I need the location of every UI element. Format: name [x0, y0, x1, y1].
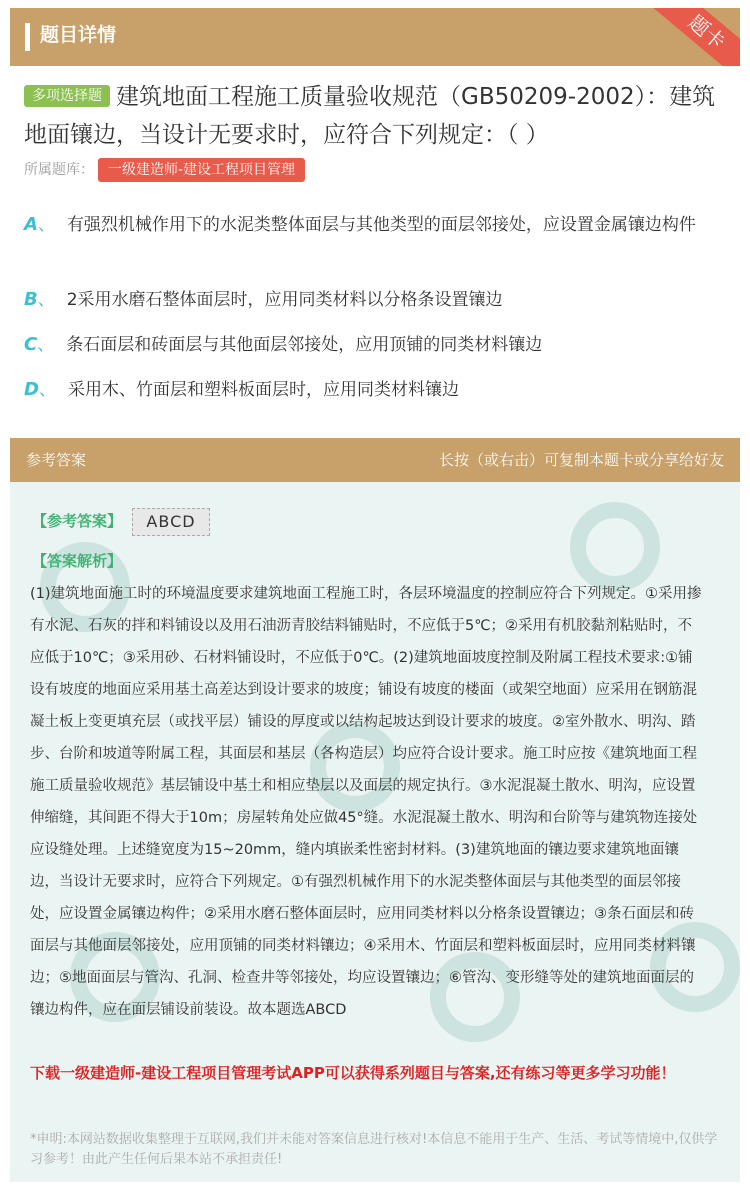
answer-body — [10, 482, 740, 1182]
question-type-tag: 多项选择题 — [24, 85, 110, 107]
option-b[interactable]: B、 2采用水磨石整体面层时，应用同类材料以分格条设置镶边 — [24, 289, 503, 310]
answer-header-title: 参考答案 — [26, 451, 87, 469]
header-accent-bar — [25, 23, 30, 51]
option-letter: A — [24, 214, 38, 235]
source-tag[interactable]: 一级建造师-建设工程项目管理 — [98, 158, 305, 182]
option-text: 条石面层和砖面层与其他面层邻接处，应用顶铺的同类材料镶边 — [66, 335, 543, 355]
card-ribbon: 题卡 — [647, 8, 740, 66]
option-letter: B — [24, 289, 38, 310]
analysis-text: (1)建筑地面施工时的环境温度要求建筑地面工程施工时，各层环境温度的控制应符合下列规定。①采用掺有水泥、石灰的拌和料铺设以及用石油沥青胶结料铺贴时，不应低于5℃；②采用有机胶黏剂粘贴时，不应低于10℃；③采用砂、石材料铺设时，不应低于0℃。(2)建筑地面坡度控制及附属工程技术要求:①铺设有坡度的地面应采用基土高差达到设计要求的坡度；铺设有坡度的楼面（或架空地面）应采用在钢筋混凝土板上变更填充层（或找平层）铺设的厚度或以结构起坡达到设计要求的坡度。②室外散水、明沟、踏步、台阶和坡道等附属工程，其面层和基层（各构造层）均应符合设计要求。施工时应按《建筑地面工程施工质量验收规范》基层铺设中基土和相应垫层以及面层的规定执行。③水泥混凝土散水、明沟，应设置伸缩缝，其间距不得大于10m；房屋转角处应做45°缝。水泥混凝土散水、明沟和台阶等与建筑物连接处应设缝处理。上述缝宽度为15~20mm，缝内填嵌柔性密封材料。(3)建筑地面的镶边要求建筑地面镶边，当设计无要求时，应符合下列规定。①有强烈机械作用下的水泥类整体面层与其他类型的面层邻接处，应设置金属镶边构件；②采用水磨石整体面层时，应用同类材料以分格条设置镶边；③条石面层和砖面层与其他面层邻接处，应用顶铺的同类材料镶边；④采用木、竹面层和塑料板面层时，应用同类材料镶边；⑤地面面层与管沟、孔洞、检查井等邻接处，均应设置镶边；⑥管沟、变形缝等处的建筑地面面层的镶边构件，应在面层铺设前装设。故本题选ABCD — [30, 586, 702, 1018]
detail-header — [10, 8, 740, 66]
header-title: 题目详情 — [40, 24, 117, 46]
question-source — [24, 157, 305, 183]
copy-share-hint: 长按（或右击）可复制本题卡或分享给好友 — [438, 451, 724, 469]
option-d[interactable]: D、 采用木、竹面层和塑料板面层时，应用同类材料镶边 — [24, 379, 459, 400]
app-download-promo[interactable]: 下载一级建造师-建设工程项目管理考试APP可以获得系列题目与答案,还有练习等更多学习功能！ — [30, 1064, 676, 1082]
question-text: 建筑地面工程施工质量验收规范（GB50209-2002）：建筑地面镶边，当设计无要求时，应符合下列规定：（ ） — [24, 84, 716, 148]
option-letter: C — [24, 334, 38, 355]
answer-label: 【参考答案】 — [32, 512, 123, 530]
option-text: 采用木、竹面层和塑料板面层时，应用同类材料镶边 — [67, 380, 459, 400]
option-c[interactable]: C、 条石面层和砖面层与其他面层邻接处，应用顶铺的同类材料镶边 — [24, 334, 543, 355]
answer-header — [10, 438, 740, 482]
disclaimer: *申明:本网站数据收集整理于互联网,我们并未能对答案信息进行核对!本信息不能用于生产、生活、考试等情境中,仅供学习参考！由此产生任何后果本站不承担责任! — [30, 1132, 718, 1167]
analysis-label: 【答案解析】 — [32, 552, 123, 570]
option-text: 有强烈机械作用下的水泥类整体面层与其他类型的面层邻接处，应设置金属镶边构件 — [66, 215, 696, 235]
option-a[interactable]: A、 有强烈机械作用下的水泥类整体面层与其他类型的面层邻接处，应设置金属镶边构件 — [24, 214, 696, 235]
option-text: 2采用水磨石整体面层时，应用同类材料以分格条设置镶边 — [66, 290, 503, 310]
question-stem — [24, 78, 724, 154]
option-letter: D — [24, 379, 39, 400]
source-label: 所属题库： — [24, 162, 94, 178]
answer-value: ABCD — [132, 508, 210, 536]
